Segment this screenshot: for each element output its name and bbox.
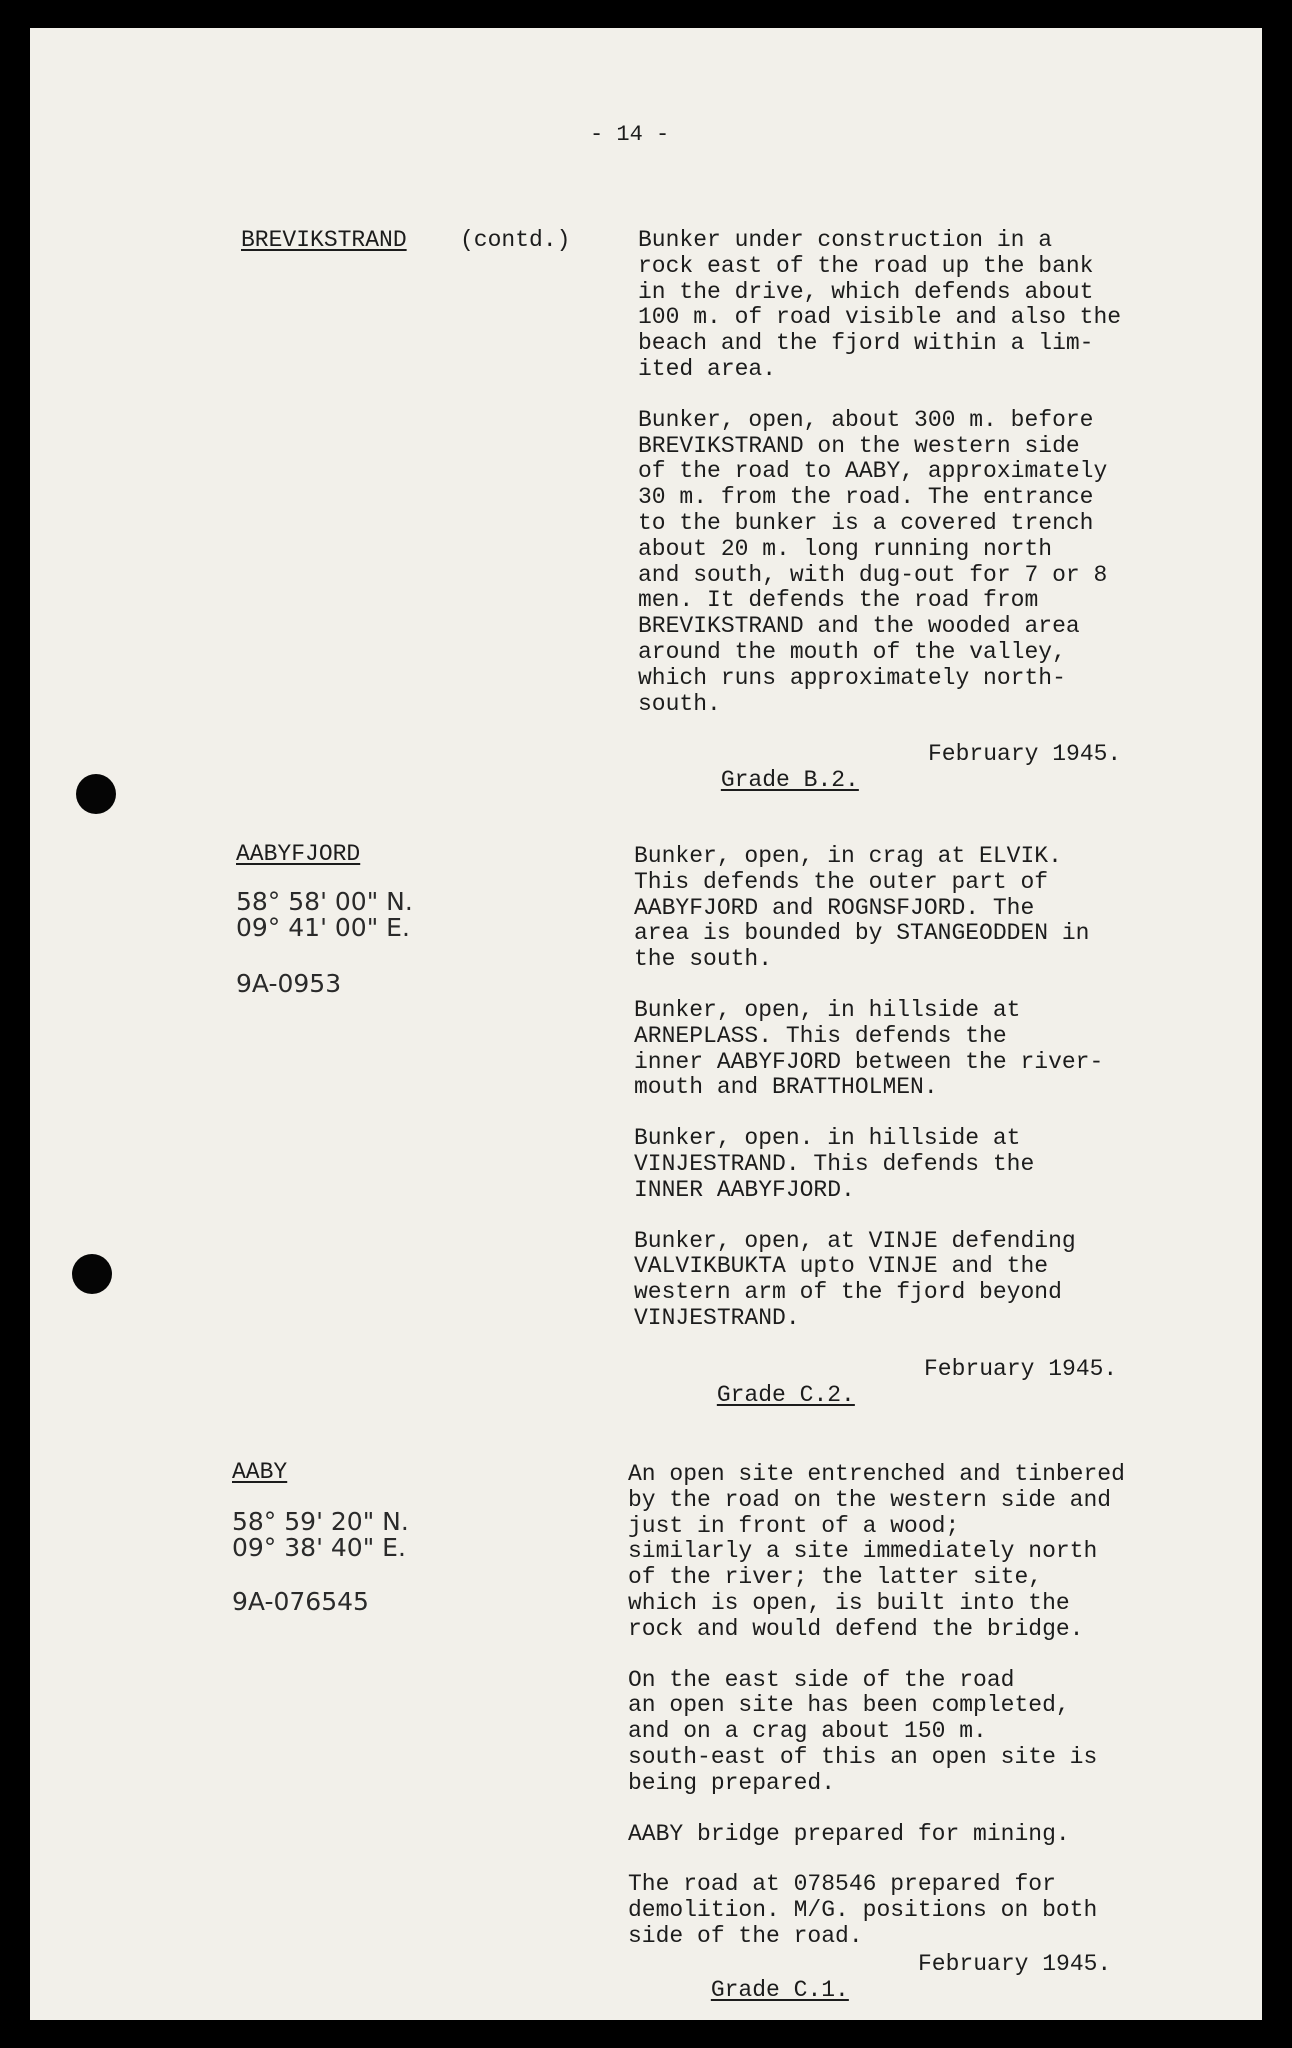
grade-date: February 1945.: [928, 741, 1122, 768]
paragraph: Bunker, open, in crag at ELVIK. This defends the outer part of AABYFJORD and ROGNSFJORD. The area is bounded by STANGEODDEN in the south.: [634, 843, 1090, 973]
coordinate-latitude: 58° 59' 20" N.: [232, 1507, 409, 1536]
section-heading-suffix: (contd.): [460, 227, 571, 253]
punch-hole-bottom: [72, 1254, 112, 1294]
grade-label: Grade C.1.: [710, 1976, 849, 2003]
paragraph: An open site entrenched and tinbered by the road on the western side and just in front of a wood; similarly a site immediately north of the river; the latter site, which is open, is built into the rock and would defend the bridge.: [628, 1461, 1125, 1642]
punch-hole-top: [76, 774, 116, 814]
paragraph: Bunker, open, about 300 m. before BREVIKSTRAND on the western side of the road to AABY, approximately 30 m. from the road. The entrance to the bunker is a covered trench about 20 m. long running north and south, with dug-out for 7 or 8 men. It defends the road from BREVIKSTRAND and the wooded area around the mouth of the valley, which runs approximately north- south.: [638, 406, 1108, 717]
paragraph: Bunker, open. in hillside at VINJESTRAND. This defends the INNER AABYFJORD.: [634, 1125, 1035, 1203]
paragraph: AABY bridge prepared for mining.: [628, 1820, 1070, 1847]
section-body-aabyfjord: [634, 843, 1194, 1408]
paragraph: Bunker under construction in a rock east of the road up the bank in the drive, which defends about 100 m. of road visible and also the beach and the fjord within a lim- ited area.: [638, 227, 1122, 382]
coordinate-longitude: 09° 41' 00" E.: [236, 913, 410, 942]
coordinate-longitude: 09° 38' 40" E.: [232, 1533, 406, 1562]
paragraph: On the east side of the road an open site has been completed, and on a crag about 150 m. south-east of this an open site is being prepared.: [628, 1666, 1098, 1796]
grid-reference: 9A-076545: [232, 1587, 369, 1616]
grade-label: Grade B.2.: [720, 767, 859, 794]
document-page: [30, 28, 1262, 2020]
section-heading-brevikstrand: BREVIKSTRAND: [241, 227, 407, 253]
page-number: - 14 -: [590, 122, 670, 147]
section-heading-aabyfjord: AABYFJORD: [236, 841, 361, 867]
section-body-brevikstrand: [638, 227, 1198, 794]
coordinate-latitude: 58° 58' 00" N.: [236, 887, 413, 916]
section-heading-aaby: AABY: [232, 1459, 288, 1485]
grade-line: [628, 1950, 1188, 2003]
grade-date: February 1945.: [918, 1950, 1112, 1977]
section-body-aaby: [628, 1461, 1188, 2003]
paragraph: The road at 078546 prepared for demolition. M/G. positions on both side of the road.: [628, 1871, 1098, 1949]
paragraph: Bunker, open, in hillside at ARNEPLASS. This defends the inner AABYFJORD between the river- mouth and BRATTHOLMEN.: [634, 996, 1104, 1101]
paragraph: Bunker, open, at VINJE defending VALVIKBUKTA upto VINJE and the western arm of the fjord beyond VINJESTRAND.: [634, 1227, 1076, 1331]
grade-label: Grade C.2.: [716, 1381, 855, 1408]
grade-line: [634, 1355, 1194, 1408]
grade-date: February 1945.: [924, 1355, 1118, 1382]
grade-line: [638, 741, 1198, 794]
grid-reference: 9A-0953: [236, 969, 342, 998]
